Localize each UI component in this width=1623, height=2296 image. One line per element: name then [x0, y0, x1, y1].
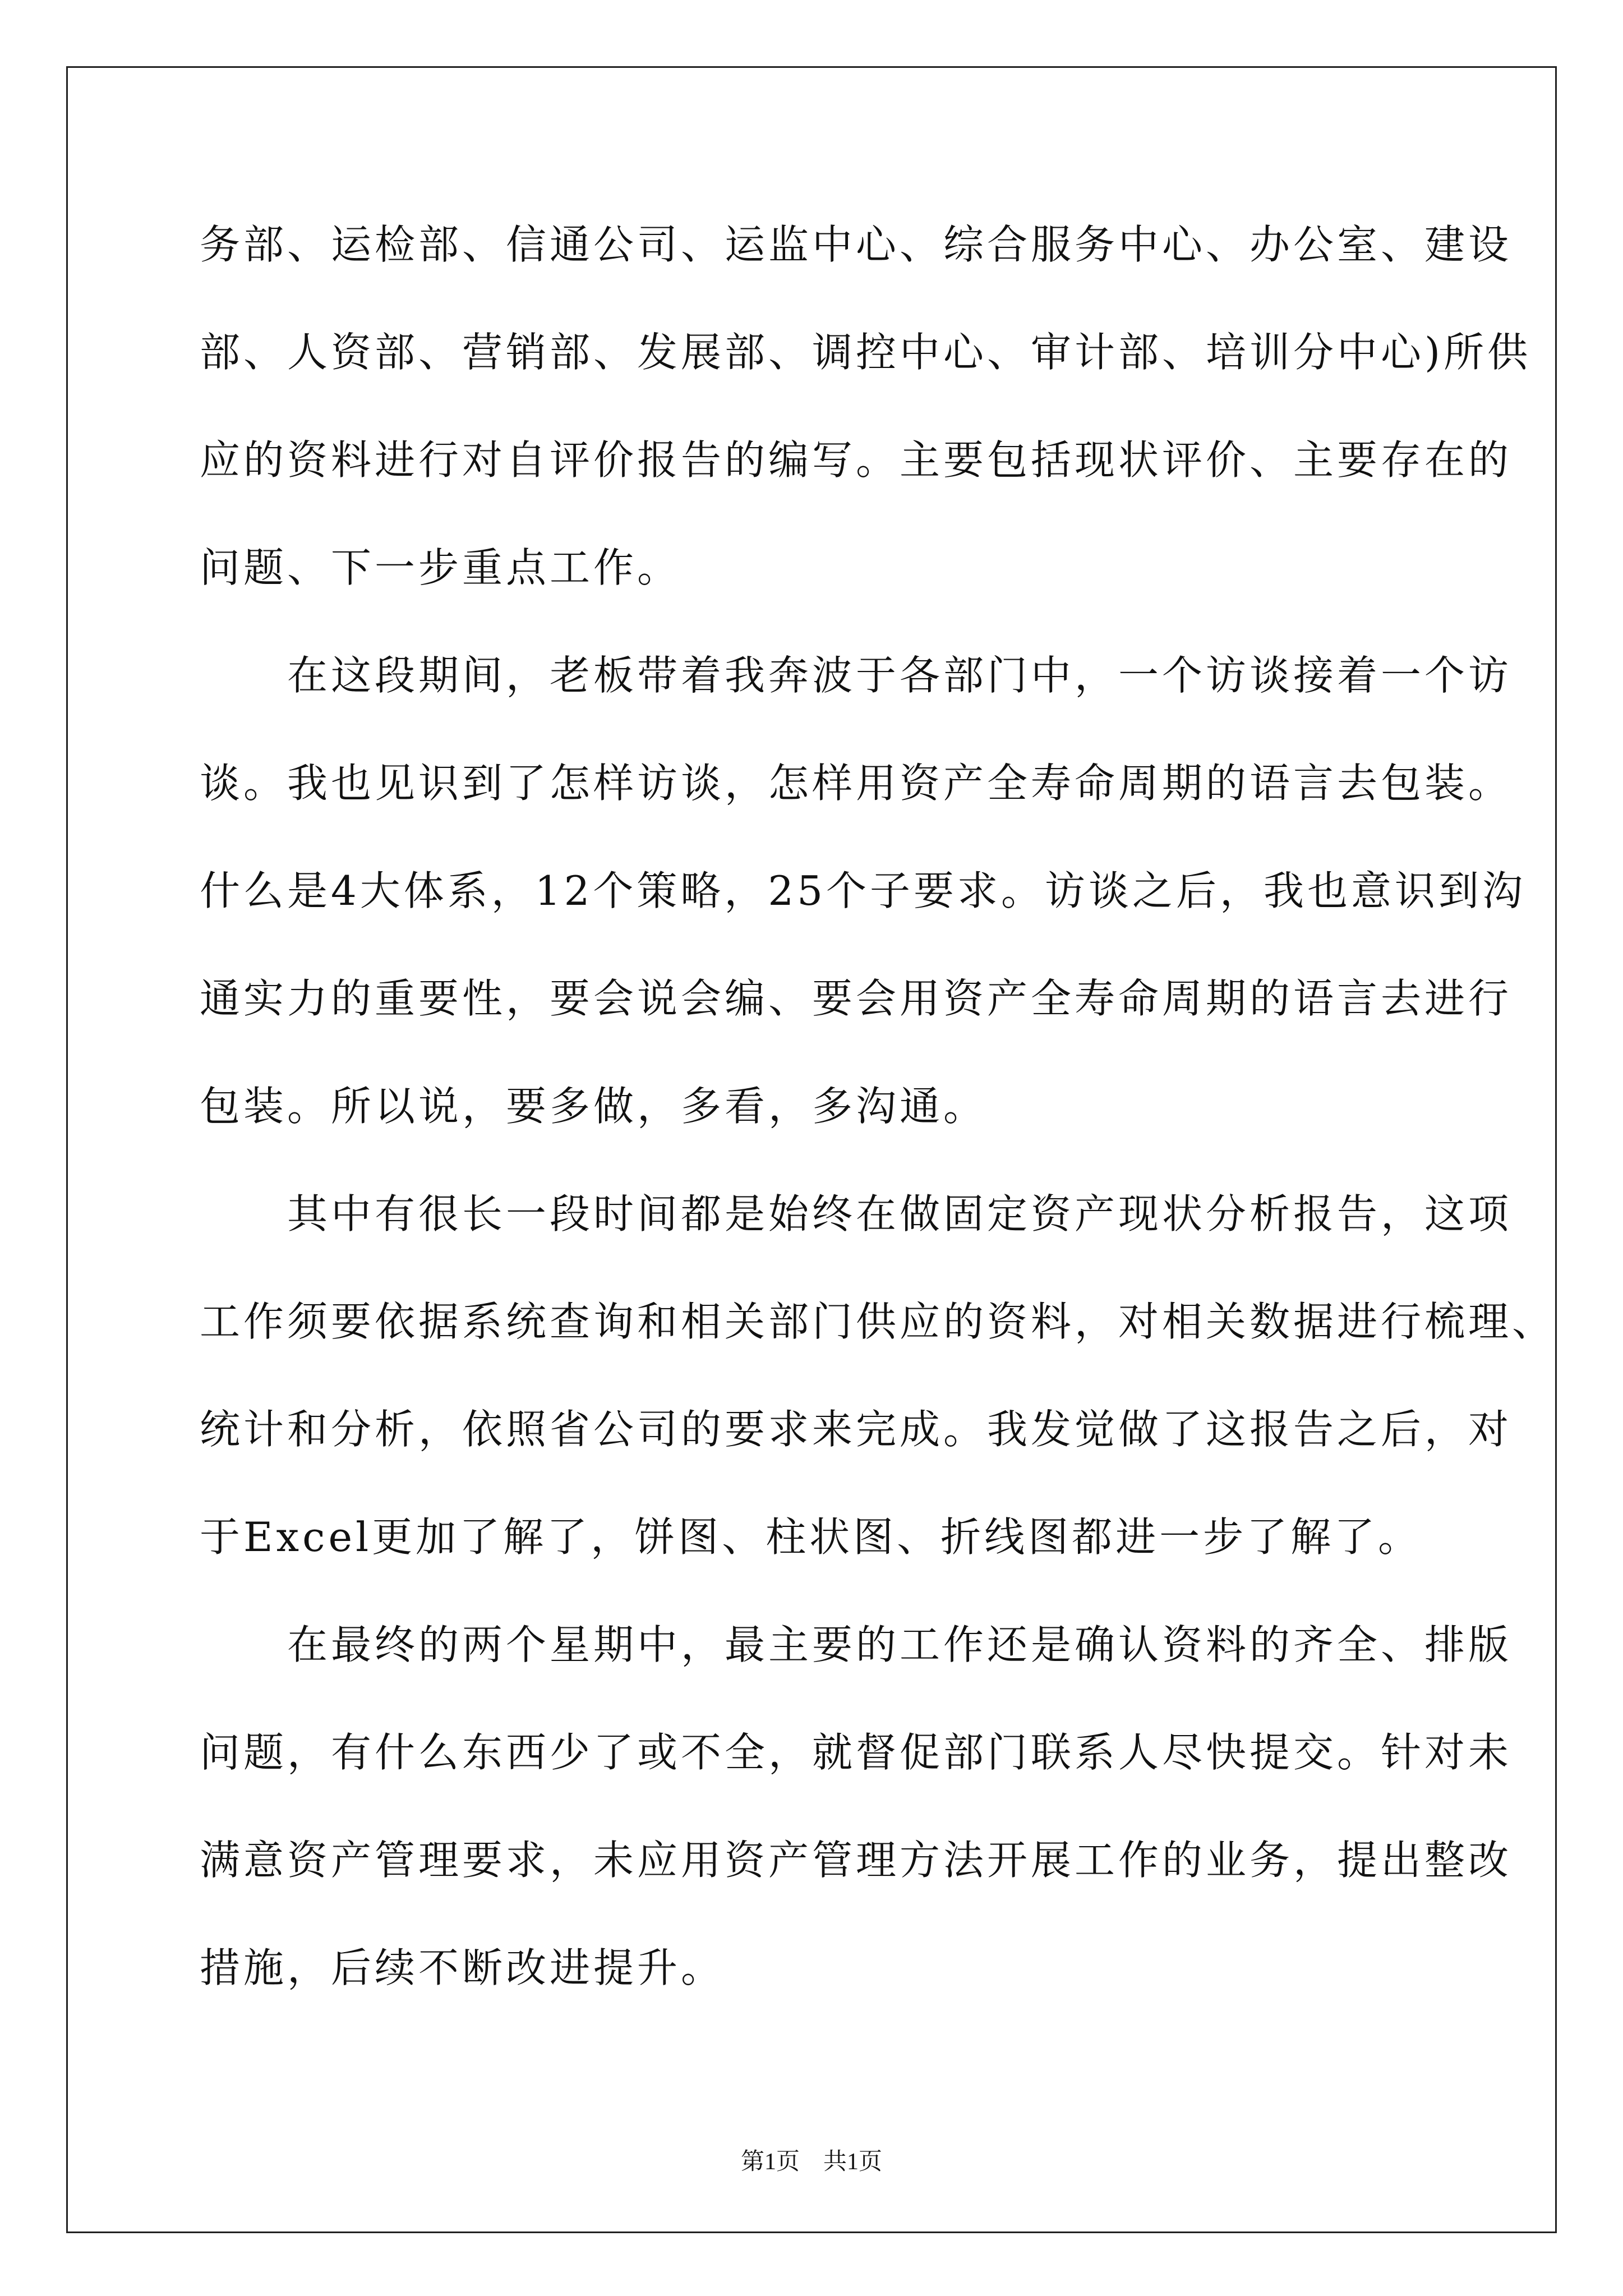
text-line: 问题，有什么东西少了或不全，就督促部门联系人尽快提交。针对未 [200, 1729, 1513, 1776]
text-line: 满意资产管理要求，未应用资产管理方法开展工作的业务，提出整改 [200, 1837, 1513, 1884]
text-line: 问题、下一步重点工作。 [200, 544, 681, 591]
document-body [200, 191, 1556, 2022]
text-line: 工作须要依据系统查询和相关部门供应的资料，对相关数据进行梳理、 [200, 1298, 1556, 1345]
text-line: 于Excel更加了解了，饼图、柱状图、折线图都进一步了解了。 [200, 1513, 1422, 1561]
page-footer: 第1页 共1页 [740, 2149, 882, 2175]
text-line: 统计和分析，依照省公司的要求来完成。我发觉做了这报告之后，对 [200, 1406, 1513, 1453]
text-line: 通实力的重要性，要会说会编、要会用资产全寿命周期的语言去进行 [200, 975, 1513, 1022]
text-line: 谈。我也见识到了怎样访谈，怎样用资产全寿命周期的语言去包装。 [200, 760, 1513, 807]
text-line: 部、人资部、营销部、发展部、调控中心、审计部、培训分中心)所供 [200, 329, 1532, 376]
text-line: 在这段期间，老板带着我奔波于各部门中，一个访谈接着一个访 [200, 652, 1513, 699]
text-line: 包装。所以说，要多做，多看，多沟通。 [200, 1083, 988, 1130]
text-line: 在最终的两个星期中，最主要的工作还是确认资料的齐全、排版 [200, 1621, 1513, 1668]
text-line: 措施，后续不断改进提升。 [200, 1944, 725, 1991]
text-line: 什么是4大体系，12个策略，25个子要求。访谈之后，我也意识到沟 [200, 867, 1527, 914]
text-line: 其中有很长一段时间都是始终在做固定资产现状分析报告，这项 [200, 1190, 1513, 1237]
text-line: 应的资料进行对自评价报告的编写。主要包括现状评价、主要存在的 [200, 436, 1513, 484]
text-line: 务部、运检部、信通公司、运监中心、综合服务中心、办公室、建设 [200, 221, 1513, 268]
